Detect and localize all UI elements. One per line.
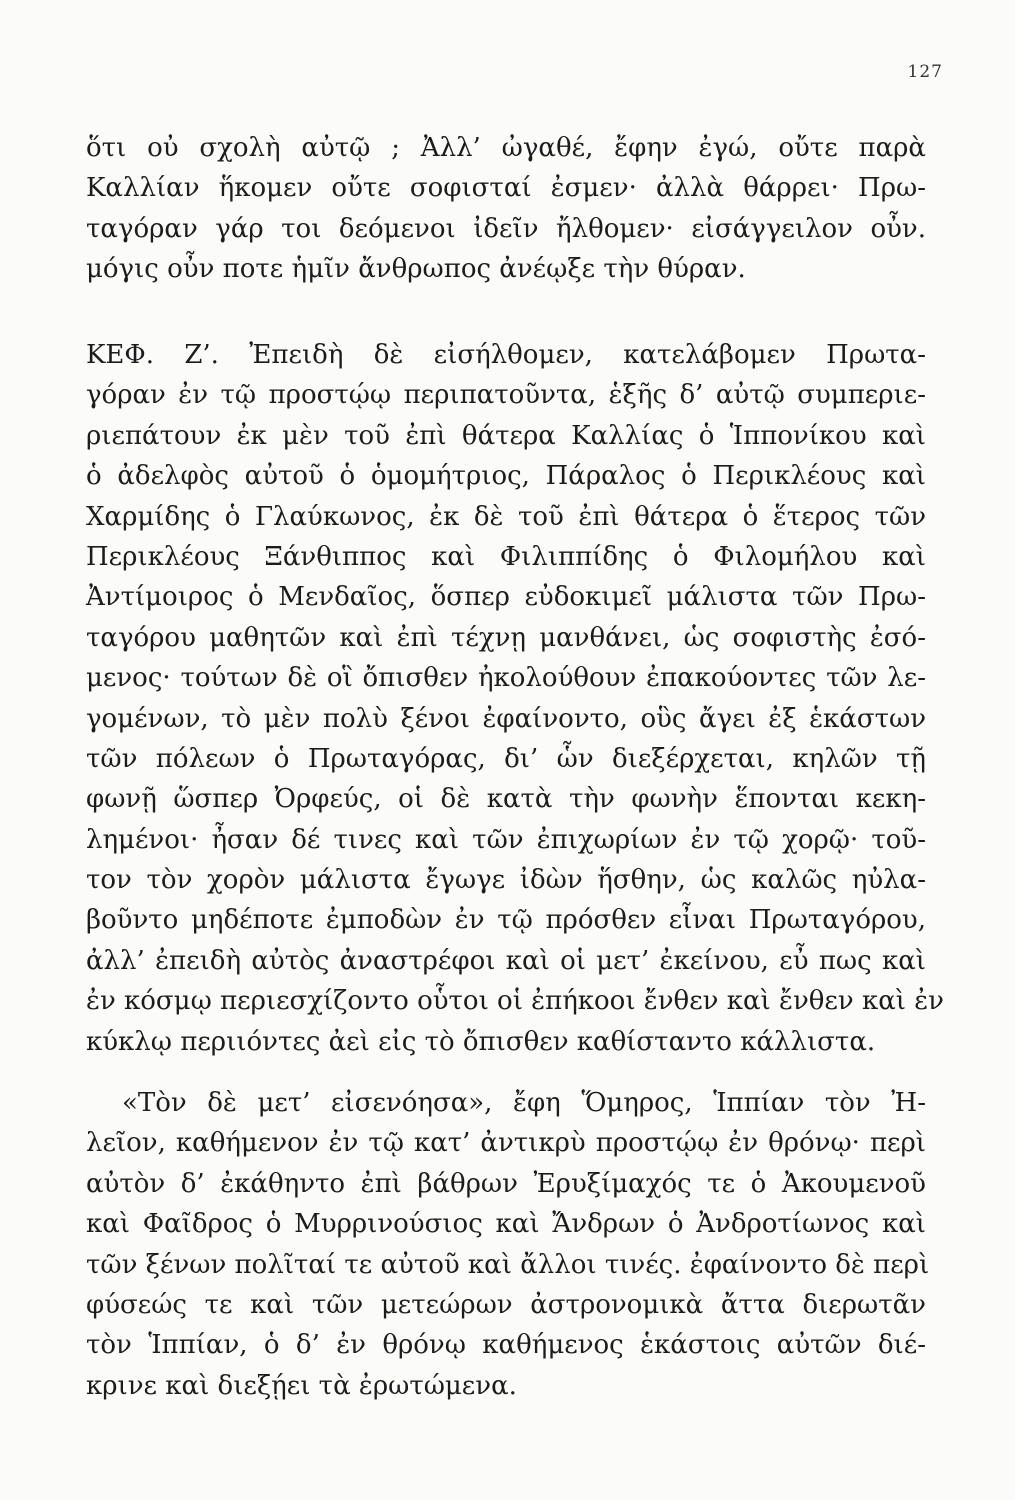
text-line: ΚΕΦ. Ζ’. Ἐπειδὴ δὲ εἰσήλθομεν, κατελάβομεν Πρωτα- xyxy=(86,340,926,370)
text-line: Ἀντίμοιρος ὁ Μενδαῖος, ὅσπερ εὐδοκιμεῖ μάλιστα τῶν Πρω- xyxy=(86,582,926,613)
text-line: ἀλλ’ ἐπειδὴ αὐτὸς ἀναστρέφοι καὶ οἱ μετ’ ἐκείνου, εὖ πως καὶ xyxy=(86,945,926,976)
text-line: τὸν Ἱππίαν, ὁ δ’ ἐν θρόνῳ καθήμενος ἑκάστοις αὐτῶν διέ- xyxy=(86,1330,926,1361)
text-line: λεῖον, καθήμενον ἐν τῷ κατ’ ἀντικρὺ προστῴῳ ἐν θρόνῳ· περὶ xyxy=(86,1128,926,1159)
text-line: τῶν ξένων πολῖταί τε αὐτοῦ καὶ ἄλλοι τινές. ἐφαίνοντο δὲ περὶ xyxy=(86,1249,930,1280)
text-line: Καλλίαν ἥκομεν οὔτε σοφισταί ἐσμεν· ἀλλὰ θάρρει· Πρω- xyxy=(86,173,926,204)
text-line: μενος· τούτων δὲ οἳ ὄπισθεν ἠκολούθουν ἐπακούοντες τῶν λε- xyxy=(86,663,926,694)
paragraph-3 xyxy=(86,1083,930,1406)
text-line: Περικλέους Ξάνθιππος καὶ Φιλιππίδης ὁ Φιλομήλου καὶ xyxy=(86,541,926,572)
text-line: ἐν κόσμῳ περιεσχίζοντο οὗτοι οἱ ἐπήκοοι ἔνθεν καὶ ἔνθεν καὶ ἐν xyxy=(86,986,944,1017)
text-line: κύκλῳ περιιόντες ἀεὶ εἰς τὸ ὄπισθεν καθίσταντο κάλλιστα. xyxy=(86,1026,876,1057)
text-line: ὅτι οὐ σχολὴ αὐτῷ ; Ἀλλ’ ὠγαθέ, ἔφην ἐγώ, οὔτε παρὰ xyxy=(86,133,926,163)
text-line: βοῦντο μηδέποτε ἐμποδὼν ἐν τῷ πρόσθεν εἶναι Πρωταγόρου, xyxy=(86,905,926,936)
text-line: μόγις οὖν ποτε ἡμῖν ἄνθρωπος ἀνέῳξε τὴν θύραν. xyxy=(86,254,746,285)
text-line: τῶν πόλεων ὁ Πρωταγόρας, δι’ ὧν διεξέρχεται, κηλῶν τῇ xyxy=(86,743,926,774)
paragraph-2 xyxy=(86,335,944,1062)
text-line: ὁ ἀδελφὸς αὐτοῦ ὁ ὁμομήτριος, Πάραλος ὁ Περικλέους καὶ xyxy=(86,461,926,492)
text-line: ταγόρου μαθητῶν καὶ ἐπὶ τέχνῃ μανθάνει, ὡς σοφιστὴς ἐσό- xyxy=(86,622,926,653)
text-line: ριεπάτουν ἐκ μὲν τοῦ ἐπὶ θάτερα Καλλίας ὁ Ἱππονίκου καὶ xyxy=(86,420,926,451)
text-line: καὶ Φαῖδρος ὁ Μυρρινούσιος καὶ Ἄνδρων ὁ Ἀνδροτίωνος καὶ xyxy=(86,1209,926,1240)
text-line: φωνῇ ὥσπερ Ὀρφεύς, οἱ δὲ κατὰ τὴν φωνὴν ἕπονται κεκη- xyxy=(86,784,926,815)
text-line: «Τὸν δὲ μετ’ εἰσενόησα», ἔφη Ὅμηρος, Ἱππίαν τὸν Ἠ- xyxy=(122,1088,926,1118)
text-line: ταγόραν γάρ τοι δεόμενοι ἰδεῖν ἤλθομεν· εἰσάγγειλον οὖν. xyxy=(86,213,926,244)
text-line: λημένοι· ἦσαν δέ τινες καὶ τῶν ἐπιχωρίων ἐν τῷ χορῷ· τοῦ- xyxy=(86,824,926,855)
text-line: γομένων, τὸ μὲν πολὺ ξένοι ἐφαίνοντο, οὓς ἄγει ἐξ ἑκάστων xyxy=(86,703,926,734)
paragraph-1 xyxy=(86,128,926,290)
text-line: τον τὸν χορὸν μάλιστα ἔγωγε ἰδὼν ἥσθην, ὡς καλῶς ηὐλα- xyxy=(86,865,926,896)
text-line: φύσεώς τε καὶ τῶν μετεώρων ἀστρονομικὰ ἄττα διερωτᾶν xyxy=(86,1289,926,1320)
text-line: γόραν ἐν τῷ προστῴῳ περιπατοῦντα, ἑξῆς δ’ αὐτῷ συμπεριε- xyxy=(86,380,926,411)
text-line: Χαρμίδης ὁ Γλαύκωνος, ἐκ δὲ τοῦ ἐπὶ θάτερα ὁ ἕτερος τῶν xyxy=(86,501,926,532)
text-line: αὐτὸν δ’ ἐκάθηντο ἐπὶ βάθρων Ἐρυξίμαχός τε ὁ Ἀκουμενοῦ xyxy=(86,1168,926,1199)
page-number: 127 xyxy=(907,62,943,82)
text-line: κρινε καὶ διεξῄει τὰ ἐρωτώμενα. xyxy=(86,1370,517,1401)
